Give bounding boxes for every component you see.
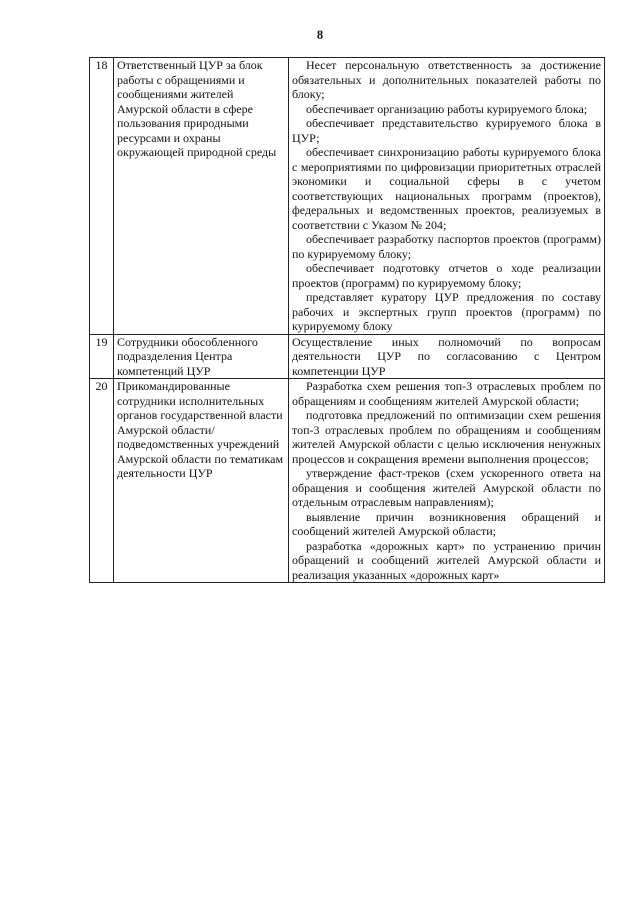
- duty-item: обеспечивает подготовку отчетов о ходе реализации проектов (программ) по курируемому блоку;: [292, 261, 601, 290]
- table-row: [90, 58, 605, 335]
- duties-cell: [289, 334, 605, 379]
- role-cell: Прикомандированные сотрудники исполнительных органов государственной власти Амурской области/ подведомственных учреждений Амурской области по тематикам деятельности ЦУР: [114, 379, 289, 583]
- duty-item: подготовка предложений по оптимизации схем решения топ-3 отраслевых проблем по обращениям и сообщениям жителей Амурской области с целью исключения ненужных процессов и сокращения времени выполнения процессов;: [292, 408, 601, 466]
- duty-item: утверждение фаст-треков (схем ускоренного ответа на обращения и сообщения жителей Амурской области по отдельным отраслевым направлениям);: [292, 466, 601, 509]
- page-number: 8: [316, 28, 324, 42]
- duty-item: представляет куратору ЦУР предложения по составу рабочих и экспертных групп проектов (программ) по курируемому блоку: [292, 290, 601, 333]
- duty-item: Осуществление иных полномочий по вопросам деятельности ЦУР по согласованию с Центром компетенции ЦУР: [292, 334, 601, 378]
- duties-cell: [289, 58, 605, 335]
- role-cell: Ответственный ЦУР за блок работы с обращениями и сообщениями жителей Амурской области в сфере пользования природными ресурсами и охраны окружающей природной среды: [114, 58, 289, 335]
- row-number: 18: [90, 58, 114, 335]
- row-number: 20: [90, 379, 114, 583]
- role-cell: Сотрудники обособленного подразделения Центра компетенций ЦУР: [114, 334, 289, 379]
- table-row: [90, 379, 605, 583]
- responsibilities-table: [89, 57, 605, 583]
- duty-item: обеспечивает разработку паспортов проектов (программ) по курируемому блоку;: [292, 232, 601, 261]
- duty-item: Разработка схем решения топ-3 отраслевых проблем по обращениям и сообщениям жителей Амурской области;: [292, 379, 601, 408]
- duty-item: обеспечивает организацию работы курируемого блока;: [306, 101, 588, 116]
- row-number: 19: [90, 334, 114, 379]
- duty-item: Несет персональную ответственность за достижение обязательных и дополнительных показателей работы по блоку;: [292, 58, 601, 101]
- table-row: [90, 334, 605, 379]
- duty-item: разработка «дорожных карт» по устранению причин обращений и сообщений жителей Амурской области и реализация указанных «дорожных карт»: [292, 538, 601, 582]
- duty-item: обеспечивает представительство курируемого блока в ЦУР;: [292, 116, 601, 145]
- duties-cell: [289, 379, 605, 583]
- duty-item: выявление причин возникновения обращений и сообщений жителей Амурской области;: [292, 509, 601, 538]
- duty-item: обеспечивает синхронизацию работы курируемого блока с мероприятиями по цифровизации приоритетных отраслей экономики и социальной сферы в с учетом соответствующих национальных программ (проектов), федеральных и ведомственных проектов, реализуемых в соответствии с Указом № 204;: [292, 145, 601, 232]
